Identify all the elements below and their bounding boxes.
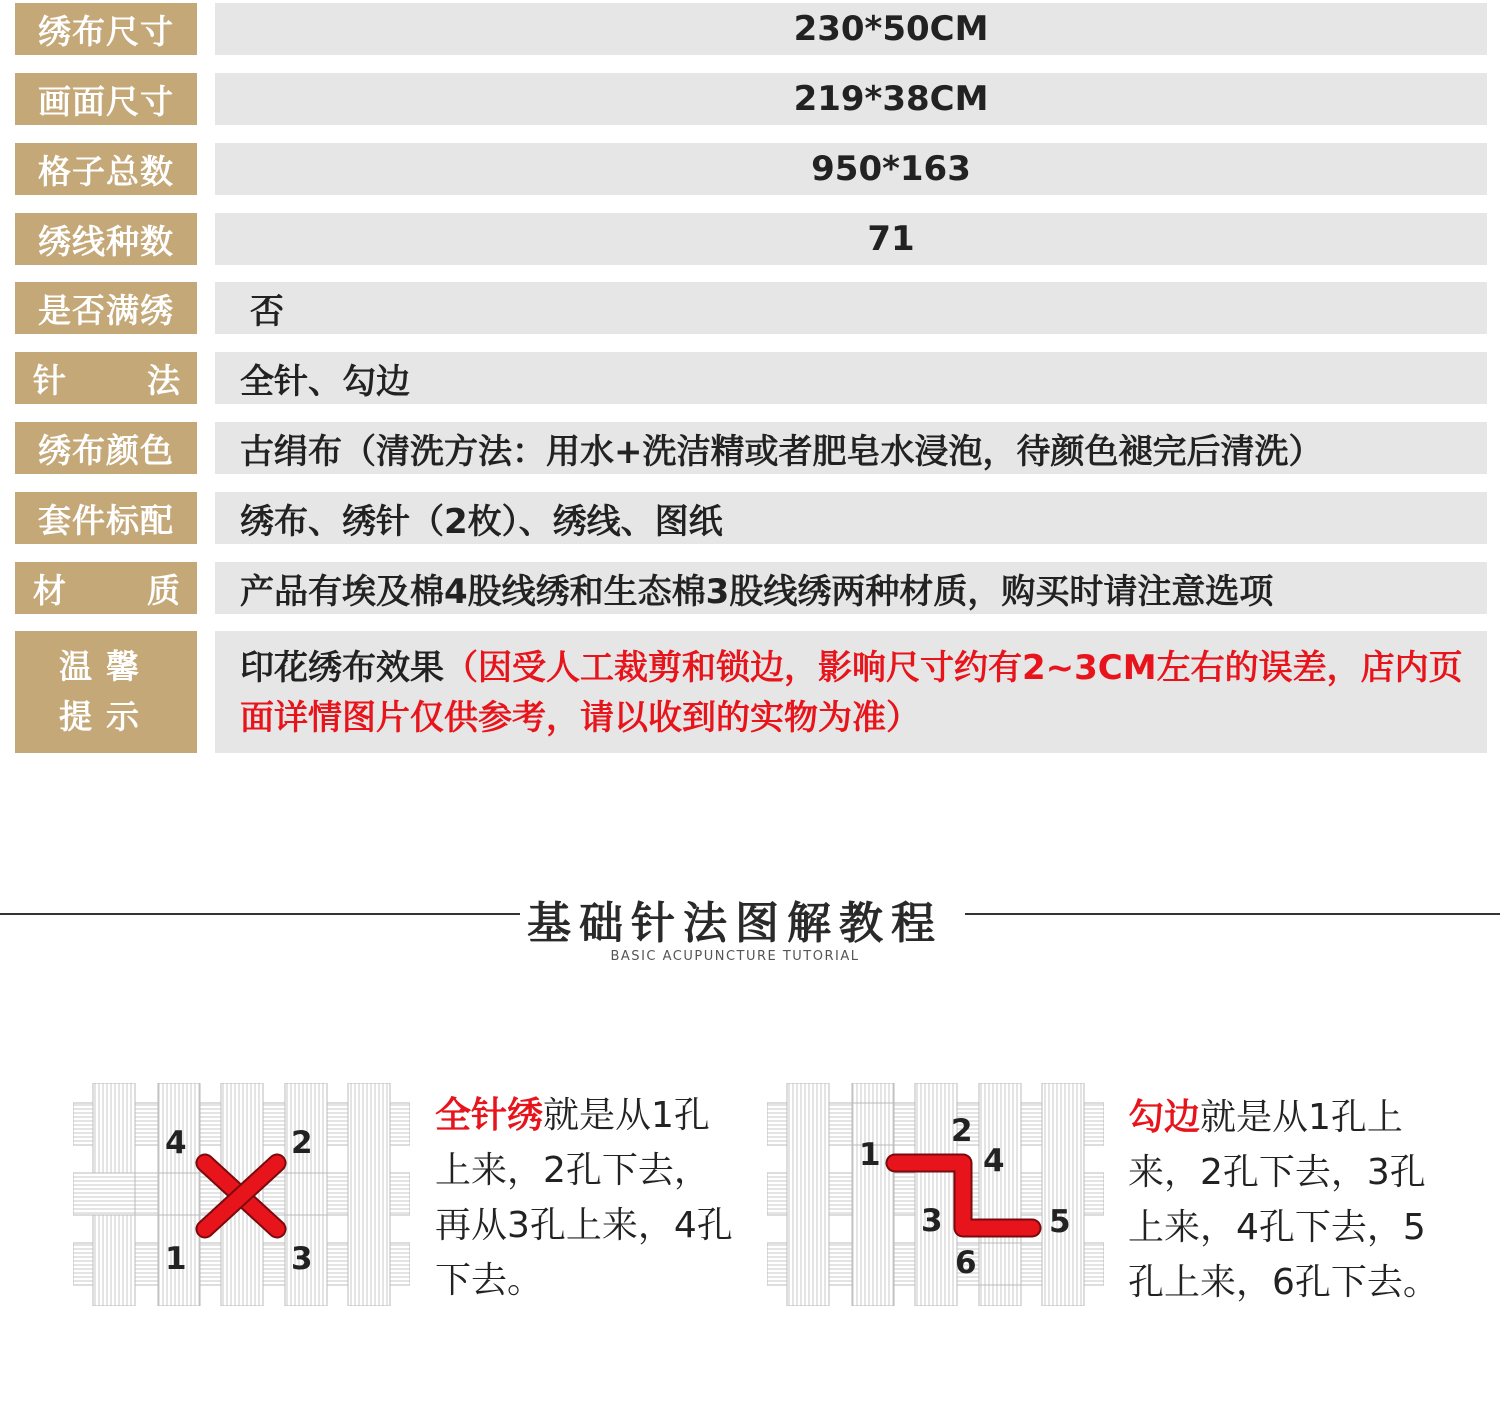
spec-value: 219*38CM	[215, 73, 1487, 125]
stitch-name: 全针绣	[435, 1095, 544, 1136]
fabric-weave	[767, 1083, 1104, 1306]
spec-row-material	[15, 562, 1487, 614]
hole-label: 6	[955, 1245, 977, 1281]
spec-label-part: 温馨	[59, 647, 153, 686]
title-divider-left	[0, 913, 520, 915]
back-stitch-description	[1128, 1090, 1448, 1310]
tips-text: 印花绣布效果	[240, 648, 444, 688]
spec-row-tips	[15, 631, 1487, 753]
spec-label	[15, 562, 197, 614]
spec-label-part: 质	[147, 570, 181, 610]
spec-label: 格子总数	[15, 143, 197, 195]
title-divider-right	[965, 913, 1500, 915]
spec-label: 绣布尺寸	[15, 3, 197, 55]
spec-value: 否	[215, 282, 1487, 334]
hole-label: 2	[951, 1113, 973, 1149]
spec-label-part: 法	[147, 360, 181, 400]
spec-value: 230*50CM	[215, 3, 1487, 55]
back-stitch-diagram	[767, 1083, 1104, 1306]
spec-label: 画面尺寸	[15, 73, 197, 125]
spec-label-part: 针	[33, 360, 67, 400]
spec-row-stitch	[15, 352, 1487, 404]
cross-stitch-description	[435, 1088, 735, 1308]
spec-label: 绣线种数	[15, 213, 197, 265]
hole-label: 1	[165, 1241, 187, 1277]
hole-label: 3	[921, 1203, 943, 1239]
spec-value: 古绢布（清洗方法：用水+洗洁精或者肥皂水浸泡，待颜色褪完后清洗）	[215, 422, 1487, 474]
spec-value: 71	[215, 213, 1487, 265]
stitch-instructions: 就是从1孔上来，2孔下去，3孔上来，4孔下去，5孔上来，6孔下去。	[1128, 1097, 1439, 1303]
section-subtitle: BASIC ACUPUNCTURE TUTORIAL	[610, 949, 860, 964]
stitch-name: 勾边	[1128, 1097, 1201, 1138]
spec-label: 绣布颜色	[15, 422, 197, 474]
spec-value: 绣布、绣针（2枚）、绣线、图纸	[215, 492, 1487, 544]
spec-row-grid-count	[15, 143, 1487, 195]
spec-label-part: 提示	[59, 697, 153, 736]
spec-value: 950*163	[215, 143, 1487, 195]
hole-label: 4	[165, 1125, 187, 1161]
spec-value	[215, 631, 1487, 753]
spec-row-picture-size	[15, 73, 1487, 125]
section-title: 基础针法图解教程	[527, 898, 943, 949]
spec-row-kit-contents	[15, 492, 1487, 544]
hole-label: 4	[983, 1143, 1005, 1179]
hole-label: 5	[1049, 1204, 1071, 1240]
spec-row-full-embroidery	[15, 282, 1487, 334]
hole-label: 1	[859, 1137, 881, 1173]
hole-label: 2	[291, 1125, 313, 1161]
stitch-instructions: 就是从1孔上来，2孔下去，再从3孔上来，4孔下去。	[435, 1095, 733, 1301]
spec-label: 是否满绣	[15, 282, 197, 334]
spec-label	[15, 352, 197, 404]
spec-value: 产品有埃及棉4股线绣和生态棉3股线绣两种材质，购买时请注意选项	[215, 562, 1487, 614]
spec-row-cloth-color	[15, 422, 1487, 474]
spec-row-cloth-size	[15, 3, 1487, 55]
cross-stitch-diagram	[73, 1083, 410, 1306]
spec-label-part: 材	[33, 570, 67, 610]
hole-label: 3	[291, 1241, 313, 1277]
tips-warning: （因受人工裁剪和锁边，影响尺寸约有2~3CM左右的误差，店内页面详情图片仅供参考，请以收到的实物为准）	[240, 648, 1463, 738]
spec-label: 套件标配	[15, 492, 197, 544]
spec-label	[15, 631, 197, 753]
spec-value: 全针、勾边	[215, 352, 1487, 404]
spec-row-thread-count	[15, 213, 1487, 265]
